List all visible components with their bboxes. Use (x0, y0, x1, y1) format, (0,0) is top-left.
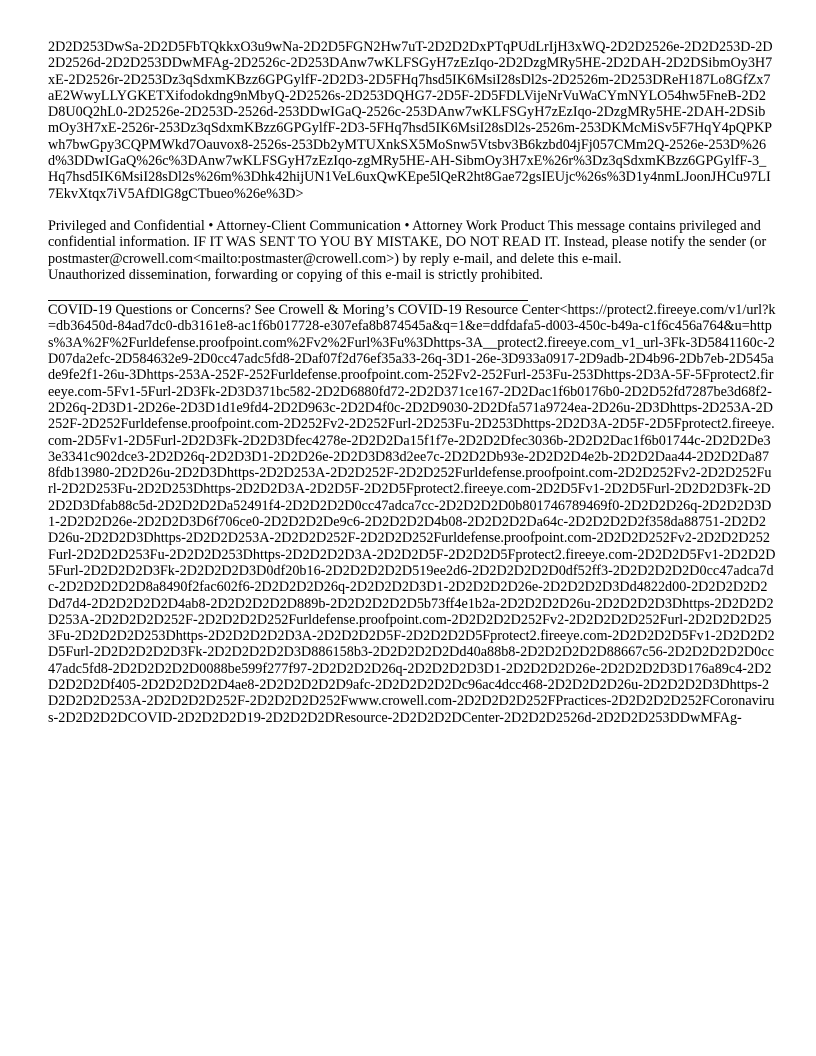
confidentiality-prohibition: Unauthorized dissemination, forwarding or copying of this e-mail is strictly prohibited. (48, 266, 543, 283)
confidentiality-statement: Privileged and Confidential • Attorney-Client Communication • Attorney Work Product This message contains privileged and confidential information. IF IT WAS SENT TO YOU BY MISTAKE, DO NOT READ IT. Instead, please notify the sender (or postmaster@crowell.com<mailto:postmaster@crowell.com>) by reply e-mail, and delete this e-mail. (48, 217, 767, 267)
confidentiality-notice (48, 218, 776, 283)
tracking-url-tail[interactable]: 2D2D253DwSa-2D2D5FbTQkkxO3u9wNa-2D2D5FGN2Hw7uT-2D2D2DxPTqPUdLrIjH3xWQ-2D2D2526e-2D2D253D-2D2D2526d-2D2D253DDwMFAg-2D2526c-2D253DAnw7wKLFSGyH7zEzIqo-2D2DzgMRy5HE-2D2DAH-2D2DSibmOy3H7xE-2D2526r-2D253Dz3qSdxmKBzz6GPGylfF-2D2D3-2D5FHq7hsd5IK6MsiI28sDl2s-2D2526m-2D253DReH187Lo8GfZx7aE2WwyLLYGKETXifodokdng9nMbyQ-2D2526s-2D253DQHG7-2D5F-2D5FDLVijeNrVuWaCYmNYLO54hw5FneB-2D2D8U0Q2hL0-2D2526e-2D253D-2526d-253DDwIGaQ-2526c-253DAnw7wKLFSGyH7zEzIqo-2DzgMRy5HE-2DAH-2DSibmOy3H7xE-2526r-253Dz3qSdxmKBzz6GPGylfF-2D3-5FHq7hsd5IK6MsiI28sDl2s-2526m-253DKMcMiSv5F7HqY4pQPKPwh7bwGpy3CQPMWkd7Oauvox8-2526s-253Db2yMTUXnkSX5MoSnw5Vtsbv3B6kzbd04jFj057CMm2Q-2526e-253D%26d%3DDwIGaQ%26c%3DAnw7wKLFSGyH7zEzIqo-zgMRy5HE-AH-SibmOy3H7xE%26r%3Dz3qSdxmKBzz6GPGylfF-3_Hq7hsd5IK6MsiI28sDl2s%26m%3Dhk42hijUN1VeL6uxQwKEpe5lQeR2ht8Gae72gsIEUjc%26s%3D1y4nmLJoonJHCu97LI7EkvXtqx7iV5AfDlG8gCTbueo%26e%3D> (48, 39, 773, 202)
covid-resource-notice[interactable]: COVID-19 Questions or Concerns? See Crowell & Moring’s COVID-19 Resource Center<https://protect2.fireeye.com/v1/url?k=db36450d-84ad7dc0-db3161e8-ac1f6b017728-e307efa8b874545a&q=1&e=ddfdafa5-d003-450c-b49a-c1f6c456a764&u=https%3A%2F%2Furldefense.proofpoint.com%2Fv2%2Furl%3Fu%3Dhttps-3A__protect2.fireeye.com_v1_url-3Fk-3D5841160c-2D07da2efc-2D584632e9-2D0cc47adc5fd8-2Daf07f2d76ef35a33-26q-3D1-26e-3D933a0917-2D9adb-2D4b96-2Db7eb-2D545ade9fe2f1-26u-3Dhttps-253A-252F-252Furldefense.proofpoint.com-252Fv2-252Furl-253Fu-253Dhttps-2D3A-5F-5Fprotect2.fireeye.com-5Fv1-5Furl-2D3Fk-2D3D371bc582-2D2D6880fd72-2D2D371ce167-2D2Dac1f6b0176b0-2D2D52fd7287be3d68f2-2D26q-2D3D1-2D26e-2D3D1d1e9fd4-2D2D963c-2D2D4f0c-2D2D9030-2D2Dfa571a9724ea-2D26u-2D3Dhttps-2D253A-2D252F-2D252Furldefense.proofpoint.com-2D252Fv2-2D252Furl-2D253Fu-2D253Dhttps-2D2D3A-2D5F-2D5Fprotect2.fireeye.com-2D5Fv1-2D5Furl-2D2D3Fk-2D2D3Dfec4278e-2D2D2Da15f1f7e-2D2D2Dfec3036b-2D2D2Dac1f6b01744c-2D2D2De33e3341c902dce3-2D2D26q-2D2D3D1-2D2D26e-2D2D3D83d2ee7c-2D2D2Db93e-2D2D2D4e2b-2D2D2Daa44-2D2D2Da878fdb13980-2D2D26u-2D2D3Dhttps-2D2D253A-2D2D252F-2D2D252Furldefense.proofpoint.com-2D2D252Fv2-2D2D252Furl-2D2D253Fu-2D2D253Dhttps-2D2D2D3A-2D2D5F-2D2D5Fprotect2.fireeye.com-2D2D5Fv1-2D2D5Furl-2D2D2D3Fk-2D2D2D3Dfab88c5d-2D2D2D2Da52491f4-2D2D2D2D0cc47adca7cc-2D2D2D2D0b801746789469f0-2D2D2D26q-2D2D2D3D1-2D2D2D26e-2D2D2D3D6f706ce0-2D2D2D2De9c6-2D2D2D2D4b08-2D2D2D2Da64c-2D2D2D2D2f358da88751-2D2D2D26u-2D2D2D3Dhttps-2D2D2D253A-2D2D2D252F-2D2D2D252Furldefense.proofpoint.com-2D2D2D252Fv2-2D2D2D252Furl-2D2D2D253Fu-2D2D2D253Dhttps-2D2D2D2D3A-2D2D2D5F-2D2D2D5Fprotect2.fireeye.com-2D2D2D5Fv1-2D2D2D5Furl-2D2D2D2D3Fk-2D2D2D2D3D0df20b16-2D2D2D2D2D519ee2d6-2D2D2D2D2D0df52ff3-2D2D2D2D2D0cc47adca7dc-2D2D2D2D2D8a8490f2fac602f6-2D2D2D2D26q-2D2D2D2D3D1-2D2D2D2D26e-2D2D2D2D3Dd4822d00-2D2D2D2D2Dd7d4-2D2D2D2D2D4ab8-2D2D2D2D2D889b-2D2D2D2D2D5b73ff4e1b2a-2D2D2D2D26u-2D2D2D2D3Dhttps-2D2D2D2D253A-2D2D2D2D252F-2D2D2D2D252Furldefense.proofpoint.com-2D2D2D2D252Fv2-2D2D2D2D252Furl-2D2D2D2D253Fu-2D2D2D2D253Dhttps-2D2D2D2D2D3A-2D2D2D2D5F-2D2D2D2D5Fprotect2.fireeye.com-2D2D2D2D5Fv1-2D2D2D2D5Furl-2D2D2D2D2D3Fk-2D2D2D2D2D3D886158b3-2D2D2D2D2Dd40a88b8-2D2D2D2D2D88667c56-2D2D2D2D2D0cc47adc5fd8-2D2D2D2D2D0088be599f277f97-2D2D2D2D26q-2D2D2D2D3D1-2D2D2D2D26e-2D2D2D2D3D176a89c4-2D2D2D2D2Df405-2D2D2D2D2D4ae8-2D2D2D2D2D9afc-2D2D2D2D2Dc96ac4dcc468-2D2D2D2D26u-2D2D2D2D3Dhttps-2D2D2D2D253A-2D2D2D2D252F-2D2D2D2D252Fwww.crowell.com-2D2D2D2D252FPractices-2D2D2D2D252FCoronavirus-2D2D2D2DCOVID-2D2D2D2D19-2D2D2D2DResource-2D2D2D2DCenter-2D2D2D2526d-2D2D2D253DDwMFAg- (48, 302, 776, 726)
divider (48, 300, 528, 301)
